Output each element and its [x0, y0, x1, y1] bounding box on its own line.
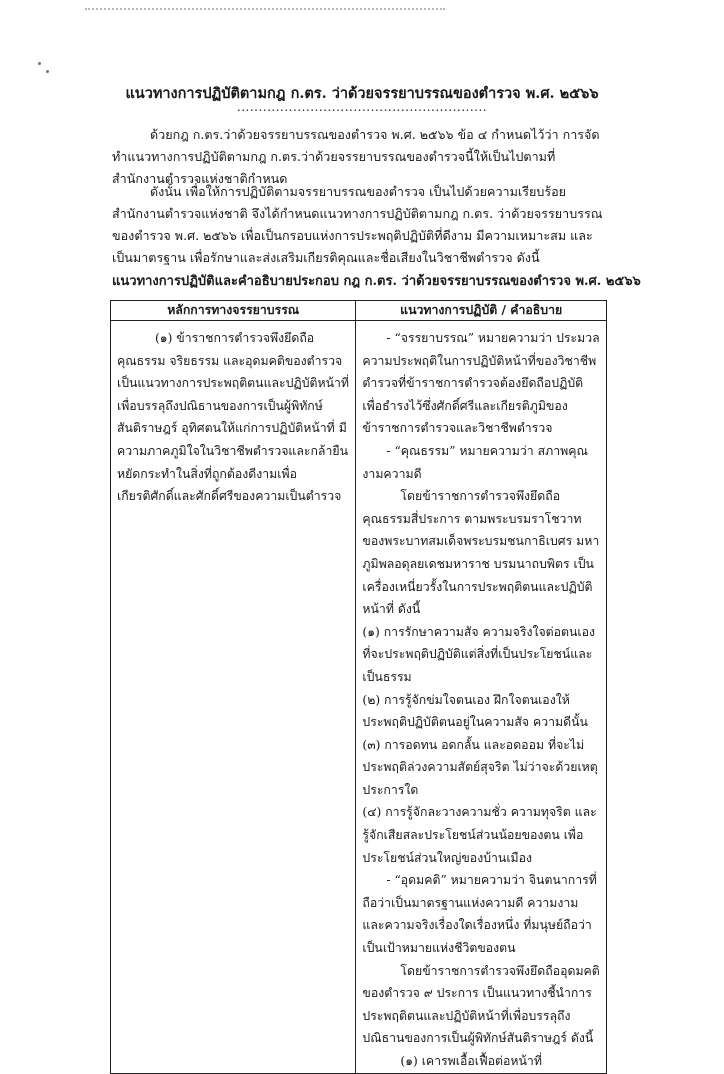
definition-virtue: - “คุณธรรม” หมายความว่า สภาพคุณงามความดี [362, 443, 588, 481]
document-title: แนวทางการปฏิบัติตามกฎ ก.ตร. ว่าด้วยจรรยาบรรณของตำรวจ พ.ศ. ๒๕๖๖ [125, 85, 599, 102]
section-heading: แนวทางการปฏิบัติและคำอธิบายประกอบ กฎ ก.ตร. ว่าด้วยจรรยาบรรณของตำรวจ พ.ศ. ๒๕๖๖ [112, 274, 641, 289]
intro-paragraph-2 [112, 181, 607, 269]
scan-speck [38, 62, 41, 65]
virtue-item-3: (๓) การอดทน อดกลั้น และอดออม ที่จะไม่ประพฤติล่วงความสัตย์สุจริต ไม่ว่าจะด้วยเหตุประการใด [362, 737, 598, 797]
principle-cell [111, 321, 356, 1074]
ideal-intro: โดยข้าราชการตำรวจพึงยึดถืออุดมคติของตำรวจ ๙ ประการ เป็นแนวทางชี้นำการประพฤติตนและปฏิบัติหน้าที่เพื่อบรรลุถึงปณิธานของการเป็นผู้พิทักษ์สันติราษฎร์ ดังนี้ [362, 963, 600, 1046]
table-header-row [111, 301, 607, 321]
scan-speck [46, 70, 49, 73]
scan-artifact [85, 8, 445, 14]
virtue-item-4: (๔) การรู้จักละวางความชั่ว ความทุจริต และรู้จักเสียสละประโยชน์ส่วนน้อยของตน เพื่อประโยชน์ส่วนใหญ่ของบ้านเมือง [362, 805, 597, 865]
virtue-intro: โดยข้าราชการตำรวจพึงยึดถือคุณธรรมสี่ประการ ตามพระบรมราโชวาทของพระบาทสมเด็จพระบรมชนกาธิเบศร มหาภูมิพลอดุลยเดชมหาราช บรมนาถบพิตร เป็นเครื่องเหนี่ยวรั้งในการประพฤติตนและปฏิบัติหน้าที่ ดังนี้ [362, 489, 600, 617]
virtue-item-2: (๒) การรู้จักข่มใจตนเอง ฝึกใจตนเองให้ประพฤติปฏิบัติตนอยู่ในความสัจ ความดีนั้น [362, 692, 588, 730]
ideal-item-1: (๑) เคารพเอื้อเฟื้อต่อหน้าที่ [400, 1054, 542, 1068]
guideline-cell [356, 321, 607, 1074]
header-guidelines: แนวทางการปฏิบัติ / คำอธิบาย [356, 301, 607, 321]
guideline-table [110, 300, 607, 1074]
definition-ideal: - “อุดมคติ” หมายความว่า จินตนาการที่ถือว่าเป็นมาตรฐานแห่งความดี ความงาม และความจริงเรื่องใดเรื่องหนึ่ง ที่มนุษย์ถือว่าเป็นเป้าหมายแห่งชีวิตของตน [362, 873, 597, 956]
header-principles: หลักการทางจรรยาบรรณ [111, 301, 356, 321]
intro-paragraph-1-text: ด้วยกฎ ก.ตร.ว่าด้วยจรรยาบรรณของตำรวจ พ.ศ. ๒๕๖๖ ข้อ ๔ กำหนดไว้ว่า การจัดทำแนวทางการปฏิบัติตามกฎ ก.ตร.ว่าด้วยจรรยาบรรณของตำรวจนี้ให้เป็นไปตามที่สำนักงานตำรวจแห่งชาติกำหนด [112, 127, 600, 186]
definition-ethics: - “จรรยาบรรณ” หมายความว่า ประมวลความประพฤติในการปฏิบัติหน้าที่ของวิชาชีพตำรวจที่ข้าราชการตำรวจต้องยึดถือปฏิบัติ เพื่อธำรงไว้ซึ่งศักดิ์ศรีและเกียรติภูมิของข้าราชการตำรวจและวิชาชีพตำรวจ [362, 331, 600, 436]
table-row [111, 321, 607, 1074]
principle-text: (๑) ข้าราชการตำรวจพึงยึดถือคุณธรรม จริยธรรม และอุดมคติของตำรวจ เป็นแนวทางการประพฤติตนและปฏิบัติหน้าที่เพื่อบรรลุถึงปณิธานของการเป็นผู้พิทักษ์สันติราษฎร์ อุทิศตนให้แก่การปฏิบัติหน้าที่ มีความภาคภูมิใจในวิชาชีพตำรวจและกล้ายืนหยัดกระทำในสิ่งที่ถูกต้องดีงามเพื่อเกียรติศักดิ์และศักดิ์ศรีของความเป็นตำรวจ [117, 331, 350, 504]
title-underline: .......................................................... [236, 100, 488, 114]
intro-paragraph-2-text: ดังนั้น เพื่อให้การปฏิบัติตามจรรยาบรรณของตำรวจ เป็นไปด้วยความเรียบร้อย สำนักงานตำรวจแห่งชาติ จึงได้กำหนดแนวทางการปฏิบัติตามกฎ ก.ตร. ว่าด้วยจรรยาบรรณของตำรวจ พ.ศ. ๒๕๖๖ เพื่อเป็นกรอบแห่งการประพฤติปฏิบัติที่ดีงาม มีความเหมาะสม และเป็นมาตรฐาน เพื่อรักษาและส่งเสริมเกียรติคุณและชื่อเสียงในวิชาชีพตำรวจ ดังนี้ [112, 184, 603, 265]
virtue-item-1: (๑) การรักษาความสัจ ความจริงใจต่อตนเองที่จะประพฤติปฏิบัติแต่สิ่งที่เป็นประโยชน์และเป็นธรรม [362, 624, 596, 684]
